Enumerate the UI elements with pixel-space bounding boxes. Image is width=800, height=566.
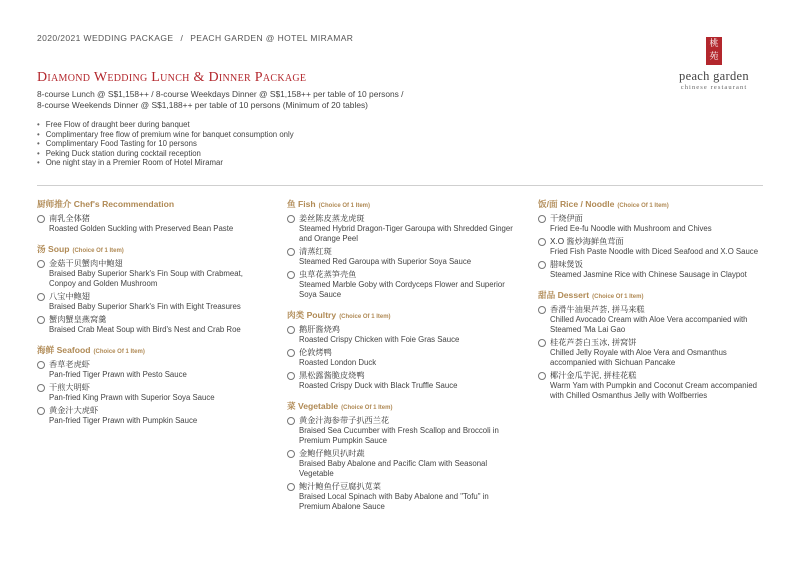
logo-seal: 桃苑 bbox=[706, 37, 722, 65]
section-title: 汤 Soup bbox=[37, 244, 70, 254]
dish-chinese-name: 虫草花蒸笋壳鱼 bbox=[299, 270, 357, 279]
menu-item[interactable] bbox=[287, 247, 517, 267]
dish-english-name: Braised Baby Superior Shark's Fin with Eight Treasures bbox=[49, 302, 241, 311]
choice-note: (Choice Of 1 Item) bbox=[341, 405, 393, 411]
menu-section bbox=[37, 344, 267, 426]
menu-item[interactable] bbox=[37, 292, 267, 312]
dish-chinese-name: 黄金汁海参带子扒西兰花 bbox=[299, 416, 390, 425]
dish-chinese-name: 椰汁金瓜芋泥, 拼桂花糕 bbox=[550, 371, 637, 380]
dish-chinese-name: 金鲍仔鲍贝扒时蔬 bbox=[299, 449, 365, 458]
section-heading bbox=[37, 344, 267, 356]
radio-circle-icon[interactable] bbox=[287, 326, 295, 334]
dish-english-name: Braised Sea Cucumber with Fresh Scallop and Broccoli in Premium Pumpkin Sauce bbox=[299, 426, 499, 445]
radio-circle-icon[interactable] bbox=[37, 407, 45, 415]
section-heading bbox=[37, 243, 267, 255]
package-highlights bbox=[37, 120, 294, 168]
menu-item[interactable] bbox=[287, 371, 517, 391]
dish-chinese-name: 桂花芦荟白玉冰, 拼窝饼 bbox=[550, 338, 637, 347]
dish-english-name: Steamed Red Garoupa with Superior Soya Sauce bbox=[299, 257, 472, 266]
venue-label: PEACH GARDEN @ HOTEL MIRAMAR bbox=[190, 33, 354, 43]
dish-english-name: Chilled Avocado Cream with Aloe Vera accompanied with Steamed 'Ma Lai Gao bbox=[550, 315, 748, 334]
radio-circle-icon[interactable] bbox=[37, 260, 45, 268]
menu-item[interactable] bbox=[37, 360, 267, 380]
radio-circle-icon[interactable] bbox=[37, 384, 45, 392]
dish-english-name: Chilled Jelly Royale with Aloe Vera and Osmanthus accompanied with Sichuan Pancake bbox=[550, 348, 727, 367]
dish-english-name: Steamed Hybrid Dragon-Tiger Garoupa with Shredded Ginger and Orange Peel bbox=[299, 224, 513, 243]
choice-note: (Choice Of 1 Item) bbox=[318, 203, 370, 209]
radio-circle-icon[interactable] bbox=[538, 215, 546, 223]
menu-item[interactable] bbox=[37, 259, 267, 289]
logo-subtitle: chinese restaurant bbox=[680, 84, 748, 91]
section-title: 甜品 Dessert bbox=[538, 290, 590, 300]
radio-circle-icon[interactable] bbox=[538, 339, 546, 347]
radio-circle-icon[interactable] bbox=[287, 271, 295, 279]
dish-chinese-name: 伦敦烤鸭 bbox=[299, 348, 332, 357]
dish-english-name: Braised Crab Meat Soup with Bird's Nest and Crab Roe bbox=[49, 325, 241, 334]
radio-circle-icon[interactable] bbox=[287, 372, 295, 380]
dish-english-name: Steamed Jasmine Rice with Chinese Sausage in Claypot bbox=[550, 270, 747, 279]
choice-note: (Choice Of 1 Item) bbox=[592, 294, 644, 300]
dish-chinese-name: 清蒸红斑 bbox=[299, 247, 332, 256]
choice-note: (Choice Of 1 Item) bbox=[93, 349, 145, 355]
section-heading bbox=[287, 400, 517, 412]
logo-brand: peach garden bbox=[679, 69, 749, 83]
highlight-item: • Complimentary free flow of premium wine for banquet consumption only bbox=[37, 130, 294, 140]
dish-english-name: Braised Baby Abalone and Pacific Clam with Seasonal Vegetable bbox=[299, 459, 488, 478]
choice-note: (Choice Of 1 Item) bbox=[72, 248, 124, 254]
section-title: 肉类 Poultry bbox=[287, 310, 337, 320]
dish-english-name: Braised Local Spinach with Baby Abalone and "Tofu" in Premium Abalone Sauce bbox=[299, 492, 489, 511]
section-title: 海鲜 Seafood bbox=[37, 345, 91, 355]
dish-chinese-name: 鹅肝酱烧鸡 bbox=[299, 325, 340, 334]
menu-item[interactable] bbox=[287, 449, 517, 479]
menu-column-3 bbox=[538, 198, 768, 410]
dish-english-name: Roasted Crispy Duck with Black Truffle Sauce bbox=[299, 381, 458, 390]
menu-item[interactable] bbox=[37, 315, 267, 335]
highlight-item: • Complimentary Food Tasting for 10 persons bbox=[37, 139, 294, 149]
dish-chinese-name: 金菇干贝蟹肉中鲍翅 bbox=[49, 259, 123, 268]
section-title: 饭/面 Rice / Noodle bbox=[538, 199, 615, 209]
menu-item[interactable] bbox=[287, 214, 517, 244]
radio-circle-icon[interactable] bbox=[287, 483, 295, 491]
section-title: 菜 Vegetable bbox=[287, 401, 339, 411]
radio-circle-icon[interactable] bbox=[287, 349, 295, 357]
highlight-item: • Peking Duck station during cocktail reception bbox=[37, 149, 294, 159]
menu-item[interactable] bbox=[538, 305, 768, 335]
menu-column-1 bbox=[37, 198, 267, 435]
radio-circle-icon[interactable] bbox=[538, 261, 546, 269]
radio-circle-icon[interactable] bbox=[287, 248, 295, 256]
menu-item[interactable] bbox=[538, 237, 768, 257]
menu-item[interactable] bbox=[37, 214, 267, 234]
dish-english-name: Fried Fish Paste Noodle with Diced Seafood and X.O Sauce bbox=[550, 247, 759, 256]
top-breadcrumb bbox=[37, 33, 353, 43]
menu-column-2 bbox=[287, 198, 517, 521]
radio-circle-icon[interactable] bbox=[538, 306, 546, 314]
dish-chinese-name: 干烧伊面 bbox=[550, 214, 583, 223]
choice-note: (Choice Of 1 Item) bbox=[339, 314, 391, 320]
section-title: 厨师推介 Chef's Recommendation bbox=[37, 199, 175, 209]
dish-chinese-name: 姜丝陈皮蒸龙虎斑 bbox=[299, 214, 365, 223]
dish-chinese-name: 香草老虎虾 bbox=[49, 360, 90, 369]
breadcrumb-separator: / bbox=[180, 33, 184, 43]
dish-chinese-name: 南乳全体猪 bbox=[49, 214, 90, 223]
highlight-item: • One night stay in a Premier Room of Hotel Miramar bbox=[37, 158, 294, 168]
dish-chinese-name: 鲍汁鲍鱼仔豆腐扒苋菜 bbox=[299, 482, 381, 491]
dish-chinese-name: 腊味煲饭 bbox=[550, 260, 583, 269]
section-heading bbox=[538, 289, 768, 301]
dish-english-name: Pan-fried King Prawn with Superior Soya Sauce bbox=[49, 393, 215, 402]
dish-english-name: Steamed Marble Goby with Cordyceps Flower and Superior Soya Sauce bbox=[299, 280, 505, 299]
radio-circle-icon[interactable] bbox=[538, 372, 546, 380]
menu-item[interactable] bbox=[538, 371, 768, 401]
section-heading bbox=[287, 198, 517, 210]
dish-english-name: Roasted Golden Suckling with Preserved Bean Paste bbox=[49, 224, 234, 233]
menu-item[interactable] bbox=[287, 325, 517, 345]
dish-english-name: Fried Ee-fu Noodle with Mushroom and Chives bbox=[550, 224, 712, 233]
menu-section bbox=[37, 198, 267, 234]
dish-english-name: Braised Baby Superior Shark's Fin Soup with Crabmeat, Conpoy and Golden Mushroom bbox=[49, 269, 243, 288]
menu-item[interactable] bbox=[37, 383, 267, 403]
menu-section bbox=[287, 400, 517, 512]
menu-item[interactable] bbox=[538, 338, 768, 368]
dish-english-name: Roasted London Duck bbox=[299, 358, 377, 367]
radio-circle-icon[interactable] bbox=[37, 293, 45, 301]
dish-chinese-name: 黄金汁大虎虾 bbox=[49, 406, 99, 415]
pricing-info bbox=[37, 89, 404, 111]
radio-circle-icon[interactable] bbox=[37, 316, 45, 324]
dish-chinese-name: 蟹肉蟹皇燕窝羹 bbox=[49, 315, 107, 324]
section-divider bbox=[37, 185, 763, 186]
menu-item[interactable] bbox=[287, 482, 517, 512]
menu-item[interactable] bbox=[538, 214, 768, 234]
menu-item[interactable] bbox=[287, 416, 517, 446]
radio-circle-icon[interactable] bbox=[287, 417, 295, 425]
dish-chinese-name: 香滑牛油果芦荟, 拼马来糕 bbox=[550, 305, 645, 314]
dish-english-name: Pan-fried Tiger Prawn with Pumpkin Sauce bbox=[49, 416, 198, 425]
package-title: Diamond Wedding Lunch & Dinner Package bbox=[37, 70, 307, 85]
section-heading bbox=[37, 198, 267, 210]
choice-note: (Choice Of 1 Item) bbox=[617, 203, 669, 209]
radio-circle-icon[interactable] bbox=[287, 215, 295, 223]
dish-chinese-name: X.O 酱炒海鲜鱼茸面 bbox=[550, 237, 624, 246]
menu-section bbox=[538, 289, 768, 401]
menu-section bbox=[538, 198, 768, 280]
peach-garden-logo bbox=[666, 37, 762, 91]
dish-chinese-name: 黑松露酱脆皮烧鸭 bbox=[299, 371, 365, 380]
radio-circle-icon[interactable] bbox=[37, 215, 45, 223]
dish-english-name: Pan-fried Tiger Prawn with Pesto Sauce bbox=[49, 370, 187, 379]
dish-chinese-name: 八宝中鲍翅 bbox=[49, 292, 90, 301]
dish-chinese-name: 干煎大明虾 bbox=[49, 383, 90, 392]
menu-section bbox=[287, 198, 517, 300]
dish-english-name: Roasted Crispy Chicken with Foie Gras Sauce bbox=[299, 335, 460, 344]
highlight-item: • Free Flow of draught beer during banquet bbox=[37, 120, 294, 130]
menu-item[interactable] bbox=[37, 406, 267, 426]
package-label: 2020/2021 WEDDING PACKAGE bbox=[37, 33, 174, 43]
section-heading bbox=[287, 309, 517, 321]
section-title: 鱼 Fish bbox=[287, 199, 316, 209]
radio-circle-icon[interactable] bbox=[37, 361, 45, 369]
pricing-line: 8-course Lunch @ S$1,158++ / 8-course Weekdays Dinner @ S$1,158++ per table of 10 persons / bbox=[37, 89, 404, 99]
radio-circle-icon[interactable] bbox=[287, 450, 295, 458]
radio-circle-icon[interactable] bbox=[538, 238, 546, 246]
menu-item[interactable] bbox=[287, 348, 517, 368]
menu-item[interactable] bbox=[287, 270, 517, 300]
menu-section bbox=[37, 243, 267, 335]
section-heading bbox=[538, 198, 768, 210]
dish-english-name: Warm Yam with Pumpkin and Coconut Cream accompanied with Chilled Osmanthus Jelly with Wolfberries bbox=[550, 381, 757, 400]
pricing-line: 8-course Weekends Dinner @ S$1,188++ per table of 10 persons (Minimum of 20 tables) bbox=[37, 100, 368, 110]
menu-item[interactable] bbox=[538, 260, 768, 280]
menu-section bbox=[287, 309, 517, 391]
